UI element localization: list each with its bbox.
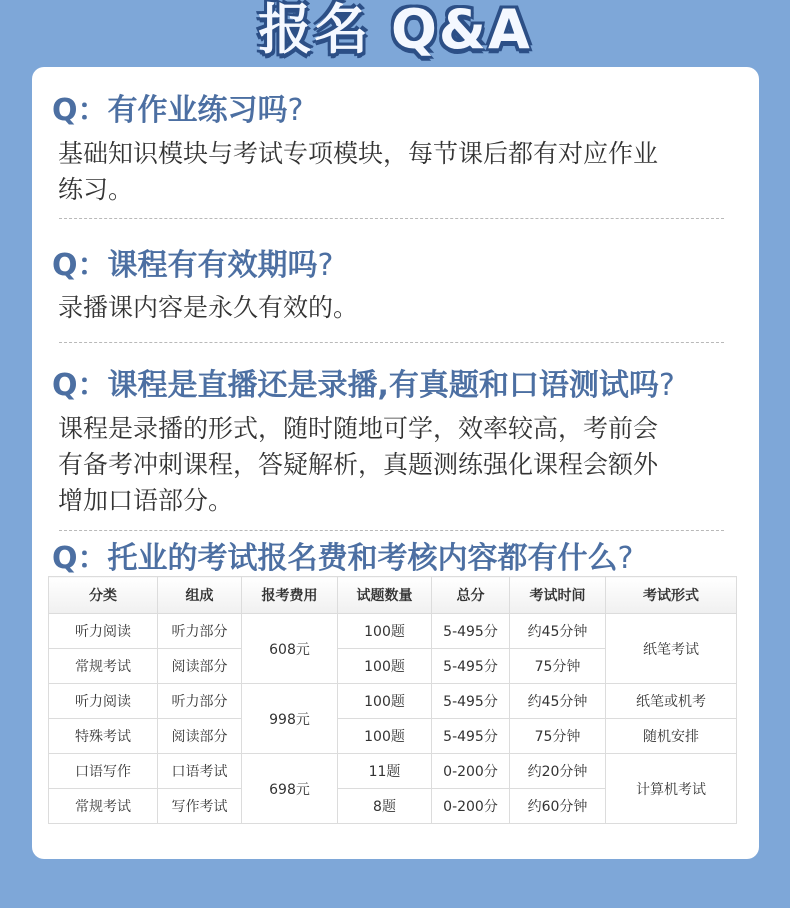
category-cell: 口语写作 [49, 754, 158, 789]
faq-question-2: Q：课程有有效期吗? [52, 248, 334, 283]
divider [59, 342, 724, 343]
time-cell: 75分钟 [510, 719, 606, 754]
question-count-cell: 100题 [338, 684, 432, 719]
divider [59, 218, 724, 219]
score-cell: 5-495分 [432, 649, 510, 684]
component-cell: 阅读部分 [158, 719, 242, 754]
header-exam-time: 考试时间 [510, 577, 606, 614]
header-category: 分类 [49, 577, 158, 614]
header-question-count: 试题数量 [338, 577, 432, 614]
faq-question-1: Q：有作业练习吗? [52, 93, 304, 128]
score-cell: 5-495分 [432, 614, 510, 649]
component-cell: 听力部分 [158, 614, 242, 649]
time-cell: 约45分钟 [510, 684, 606, 719]
time-cell: 约20分钟 [510, 754, 606, 789]
faq-answer-1: 基础知识模块与考试专项模块，每节课后都有对应作业 练习。 [58, 139, 659, 204]
table-row [49, 614, 737, 649]
format-cell: 随机安排 [606, 719, 737, 754]
table-header-row [49, 577, 737, 614]
question-count-cell: 11题 [338, 754, 432, 789]
fee-cell: 698元 [242, 754, 338, 824]
toeic-fee-table [48, 576, 737, 824]
question-count-cell: 100题 [338, 614, 432, 649]
time-cell: 约60分钟 [510, 789, 606, 824]
faq-answer-2: 录播课内容是永久有效的。 [58, 293, 359, 322]
table-row [49, 684, 737, 719]
format-cell: 纸笔考试 [606, 614, 737, 684]
time-cell: 约45分钟 [510, 614, 606, 649]
faq-card [32, 67, 759, 859]
fee-cell: 608元 [242, 614, 338, 684]
header-component: 组成 [158, 577, 242, 614]
category-cell: 常规考试 [49, 649, 158, 684]
category-cell: 听力阅读 [49, 684, 158, 719]
format-cell: 纸笔或机考 [606, 684, 737, 719]
table-row [49, 754, 737, 789]
component-cell: 写作考试 [158, 789, 242, 824]
component-cell: 听力部分 [158, 684, 242, 719]
score-cell: 0-200分 [432, 754, 510, 789]
faq-question-3: Q：课程是直播还是录播,有真题和口语测试吗? [52, 368, 675, 403]
question-count-cell: 100题 [338, 649, 432, 684]
time-cell: 75分钟 [510, 649, 606, 684]
component-cell: 阅读部分 [158, 649, 242, 684]
table-row [49, 719, 737, 754]
header-fee: 报考费用 [242, 577, 338, 614]
category-cell: 常规考试 [49, 789, 158, 824]
category-cell: 听力阅读 [49, 614, 158, 649]
score-cell: 5-495分 [432, 684, 510, 719]
question-count-cell: 8题 [338, 789, 432, 824]
format-cell: 计算机考试 [606, 754, 737, 824]
score-cell: 5-495分 [432, 719, 510, 754]
fee-cell: 998元 [242, 684, 338, 754]
component-cell: 口语考试 [158, 754, 242, 789]
question-count-cell: 100题 [338, 719, 432, 754]
header-total-score: 总分 [432, 577, 510, 614]
divider [59, 530, 724, 531]
category-cell: 特殊考试 [49, 719, 158, 754]
faq-answer-3: 课程是录播的形式，随时随地可学，效率较高，考前会 有备考冲刺课程，答疑解析，真题测练强化课程会额外 增加口语部分。 [58, 414, 659, 515]
score-cell: 0-200分 [432, 789, 510, 824]
faq-question-4: Q：托业的考试报名费和考核内容都有什么? [52, 541, 634, 576]
page-title: 报名 Q&A [258, 0, 532, 61]
header-exam-format: 考试形式 [606, 577, 737, 614]
